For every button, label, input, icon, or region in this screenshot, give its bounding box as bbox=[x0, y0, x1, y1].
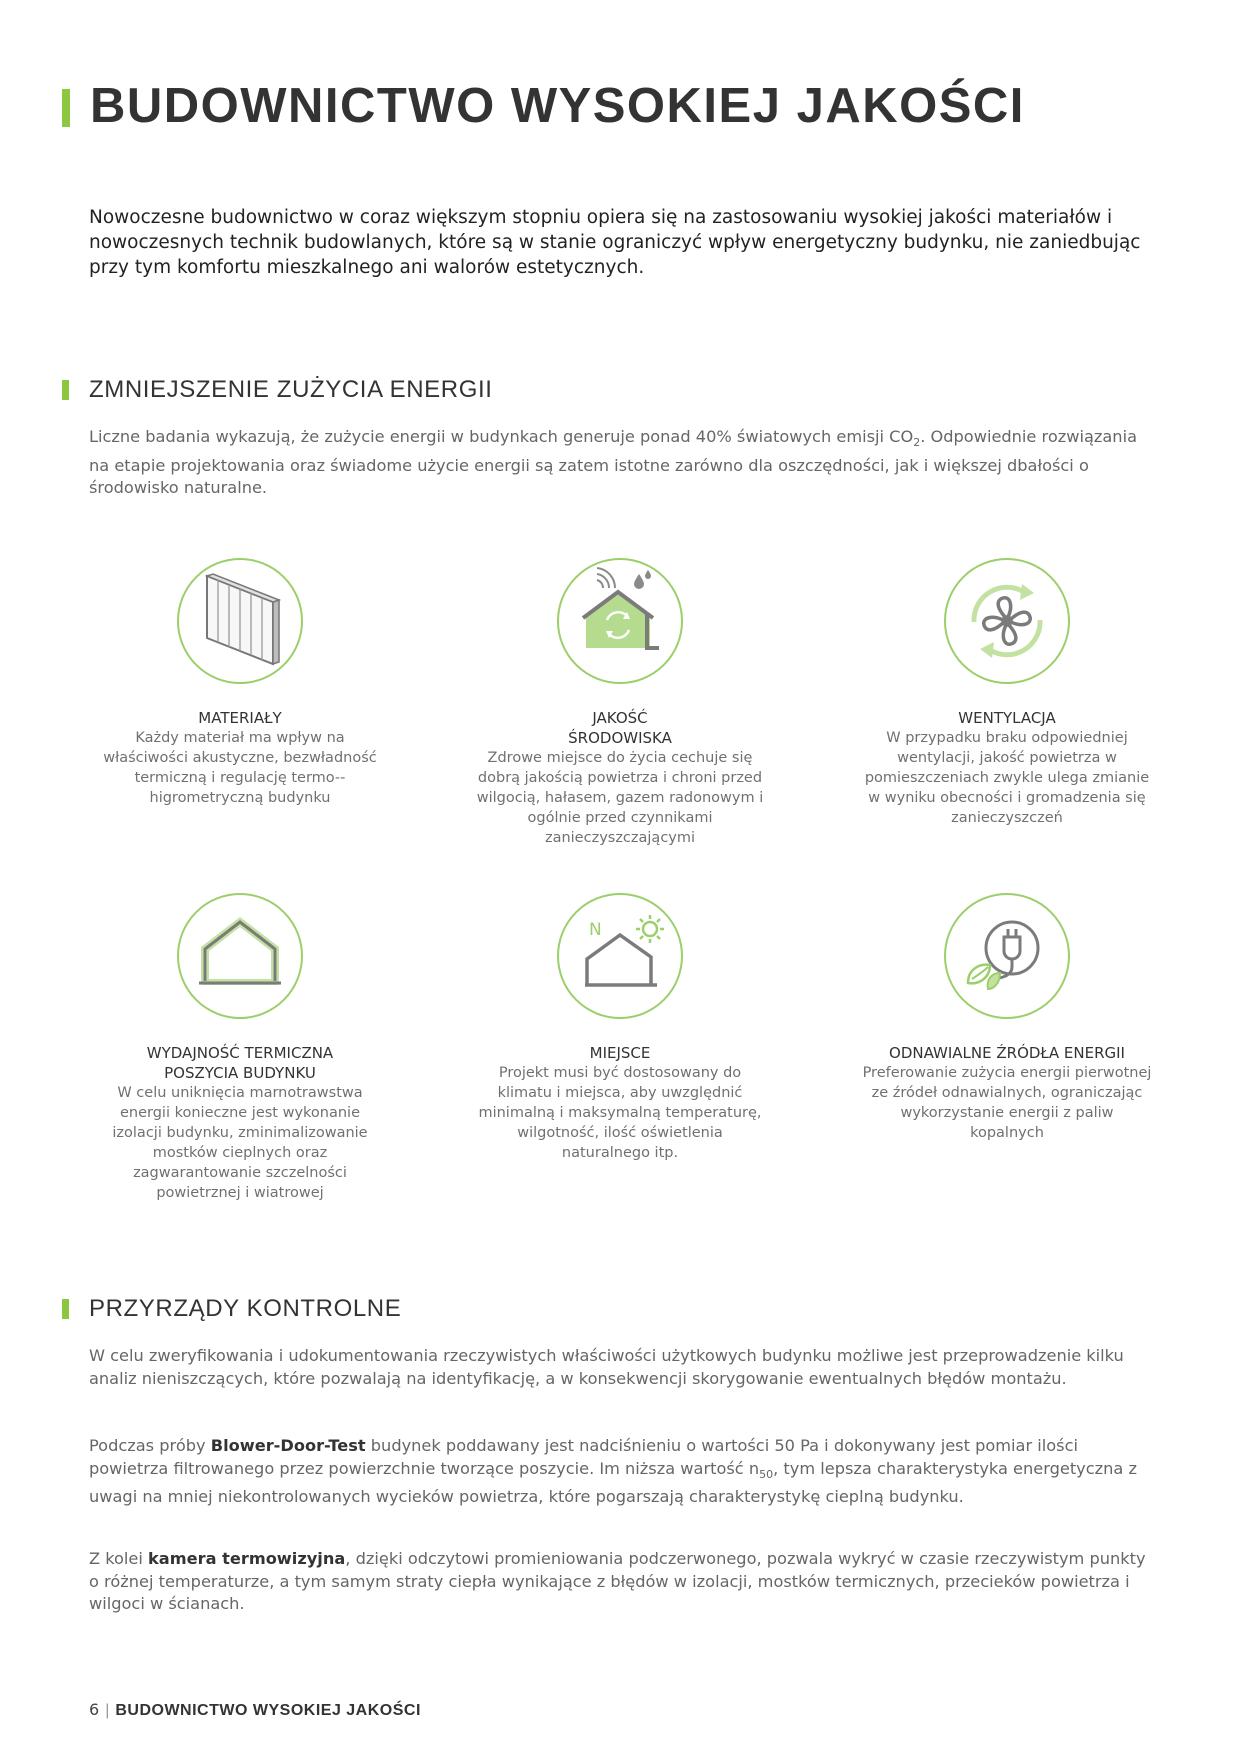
feature-description: Preferowanie zużycia energii pierwotnej ze źródeł odnawialnych, ograniczając wykorzystanie energii z paliw kopalnych bbox=[862, 1065, 1152, 1141]
p2-text-c: , tym lepsza charakterystyka energetyczna z uwagi na mniej niekontrolowanych wycieków powietrza, które pogarszają charakterystykę cieplną budynku. bbox=[89, 1458, 1137, 1507]
control-paragraph-3 bbox=[89, 1548, 1159, 1616]
feature-description: Każdy materiał ma wpływ na właściwości akustyczne, bezwładność termiczną i regulację termo--higrometryczną budynku bbox=[103, 730, 377, 806]
p3-text-b: , dzięki odczytowi promieniowania podczerwonego, pozwala wykryć w czasie rzeczywistym punkty o różnej temperaturze, a tym samym straty ciepła wynikające z błędów w izolacji, mostków termicznych, przecieków powietrza i wilgoci w ścianach. bbox=[89, 1549, 1146, 1613]
section-title-control: PRZYRZĄDY KONTROLNE bbox=[89, 1295, 402, 1322]
feature-title-line: ODNAWIALNE ŹRÓDŁA ENERGII bbox=[889, 1044, 1125, 1062]
feature-title bbox=[862, 708, 1152, 728]
feature-title-line: MATERIAŁY bbox=[198, 709, 282, 727]
footer-separator: | bbox=[105, 1702, 110, 1719]
feature-title bbox=[862, 1043, 1152, 1063]
eco-plug-icon bbox=[946, 895, 1068, 1017]
control-paragraph-2 bbox=[89, 1435, 1159, 1509]
co2-subscript: 2 bbox=[913, 436, 921, 450]
page-footer bbox=[89, 1700, 421, 1720]
feature-icon-circle bbox=[557, 558, 683, 684]
feature-description: Zdrowe miejsce do życia cechuje się dobrą jakością powietrza i chroni przed wilgocią, hałasem, gazem radonowym i ogólnie przed czynnikami zanieczyszczającymi bbox=[476, 750, 764, 846]
energy-text-before: Liczne badania wykazują, że zużycie energii w budynkach generuje ponad 40% światowych emisji CO bbox=[89, 427, 914, 446]
section-accent-bar bbox=[62, 380, 69, 400]
energy-text-after: . Odpowiednie rozwiązania na etapie projektowania oraz świadome użycie energii są zatem istotne zarówno dla oszczędności, jak i większej dbałości o środowisko naturalne. bbox=[89, 427, 1137, 498]
feature-icon-circle bbox=[177, 558, 303, 684]
thermal-camera-term: kamera termowizyjna bbox=[148, 1549, 346, 1568]
p2-text-a: Podczas próby bbox=[89, 1436, 211, 1455]
feature-place bbox=[475, 893, 765, 1163]
feature-description: W przypadku braku odpowiedniej wentylacji, jakość powietrza w pomieszczeniach zwykle ulega zmianie w wyniku obecności i gromadzenia się zanieczyszczeń bbox=[864, 730, 1150, 826]
footer-title: BUDOWNICTWO WYSOKIEJ JAKOŚCI bbox=[115, 1702, 421, 1719]
energy-paragraph bbox=[89, 426, 1159, 500]
feature-title bbox=[95, 708, 385, 728]
title-accent-bar bbox=[62, 89, 70, 127]
feature-thermal-efficiency bbox=[95, 893, 385, 1203]
feature-title bbox=[95, 1043, 385, 1083]
feature-title-line: MIEJSCE bbox=[589, 1044, 651, 1062]
page-title: BUDOWNICTWO WYSOKIEJ JAKOŚCI bbox=[90, 79, 1025, 133]
radiator-icon bbox=[179, 560, 301, 682]
feature-icon-circle bbox=[944, 893, 1070, 1019]
house-orientation-sun-icon bbox=[559, 895, 681, 1017]
feature-environment-quality bbox=[475, 558, 765, 848]
control-paragraph-1: W celu zweryfikowania i udokumentowania rzeczywistych właściwości użytkowych budynku możliwe jest przeprowadzenie kilku analiz nieniszczących, które pozwalają na identyfikację, a w konsekwencji skorygowanie ewentualnych błędów montażu. bbox=[89, 1346, 1124, 1388]
feature-title bbox=[475, 1043, 765, 1063]
blower-door-test-term: Blower-Door-Test bbox=[210, 1436, 366, 1455]
p3-text-a: Z kolei bbox=[89, 1549, 149, 1568]
section-accent-bar bbox=[62, 1299, 69, 1319]
page-number: 6 bbox=[89, 1700, 100, 1719]
feature-description: W celu uniknięcia marnotrawstwa energii konieczne jest wykonanie izolacji budynku, zminimalizowanie mostków cieplnych oraz zagwarantowanie szczelności powietrznej i wiatrowej bbox=[112, 1085, 368, 1201]
feature-title-line: JAKOŚĆ bbox=[592, 709, 648, 727]
feature-title bbox=[475, 708, 765, 748]
feature-icon-circle bbox=[177, 893, 303, 1019]
feature-icon-circle bbox=[557, 893, 683, 1019]
house-air-quality-icon bbox=[559, 560, 681, 682]
ventilation-fan-icon bbox=[946, 560, 1068, 682]
intro-paragraph: Nowoczesne budownictwo w coraz większym stopniu opiera się na zastosowaniu wysokiej jakości materiałów i nowoczesnych technik budowlanych, które są w stanie ograniczyć wpływ energetyczny budynku, nie zaniedbując przy tym komfortu mieszkalnego ani walorów estetycznych. bbox=[89, 207, 1141, 278]
feature-title-line: POSZYCIA BUDYNKU bbox=[164, 1064, 316, 1082]
section-title-energy: ZMNIEJSZENIE ZUŻYCIA ENERGII bbox=[89, 376, 493, 403]
feature-description: Projekt musi być dostosowany do klimatu i miejsca, aby uwzględnić minimalną i maksymalną temperaturę, wilgotność, ilość oświetlenia naturalnego itp. bbox=[478, 1065, 762, 1161]
feature-title-line: ŚRODOWISKA bbox=[568, 729, 672, 747]
feature-title-line: WYDAJNOŚĆ TERMICZNA bbox=[146, 1044, 334, 1062]
feature-materials bbox=[95, 558, 385, 808]
feature-renewable-energy bbox=[862, 893, 1152, 1143]
p2-text-b: budynek poddawany jest nadciśnieniu o wartości 50 Pa i dokonywany jest pomiar ilości powietrza filtrowanego przez powierzchnie tworzące poszycie. Im niższa wartość n bbox=[89, 1436, 1078, 1478]
feature-icon-circle bbox=[944, 558, 1070, 684]
house-envelope-icon bbox=[179, 895, 301, 1017]
feature-ventilation bbox=[862, 558, 1152, 828]
svg-text:N: N bbox=[589, 920, 602, 940]
feature-title-line: WENTYLACJA bbox=[958, 709, 1056, 727]
n50-subscript: 50 bbox=[759, 1467, 774, 1481]
